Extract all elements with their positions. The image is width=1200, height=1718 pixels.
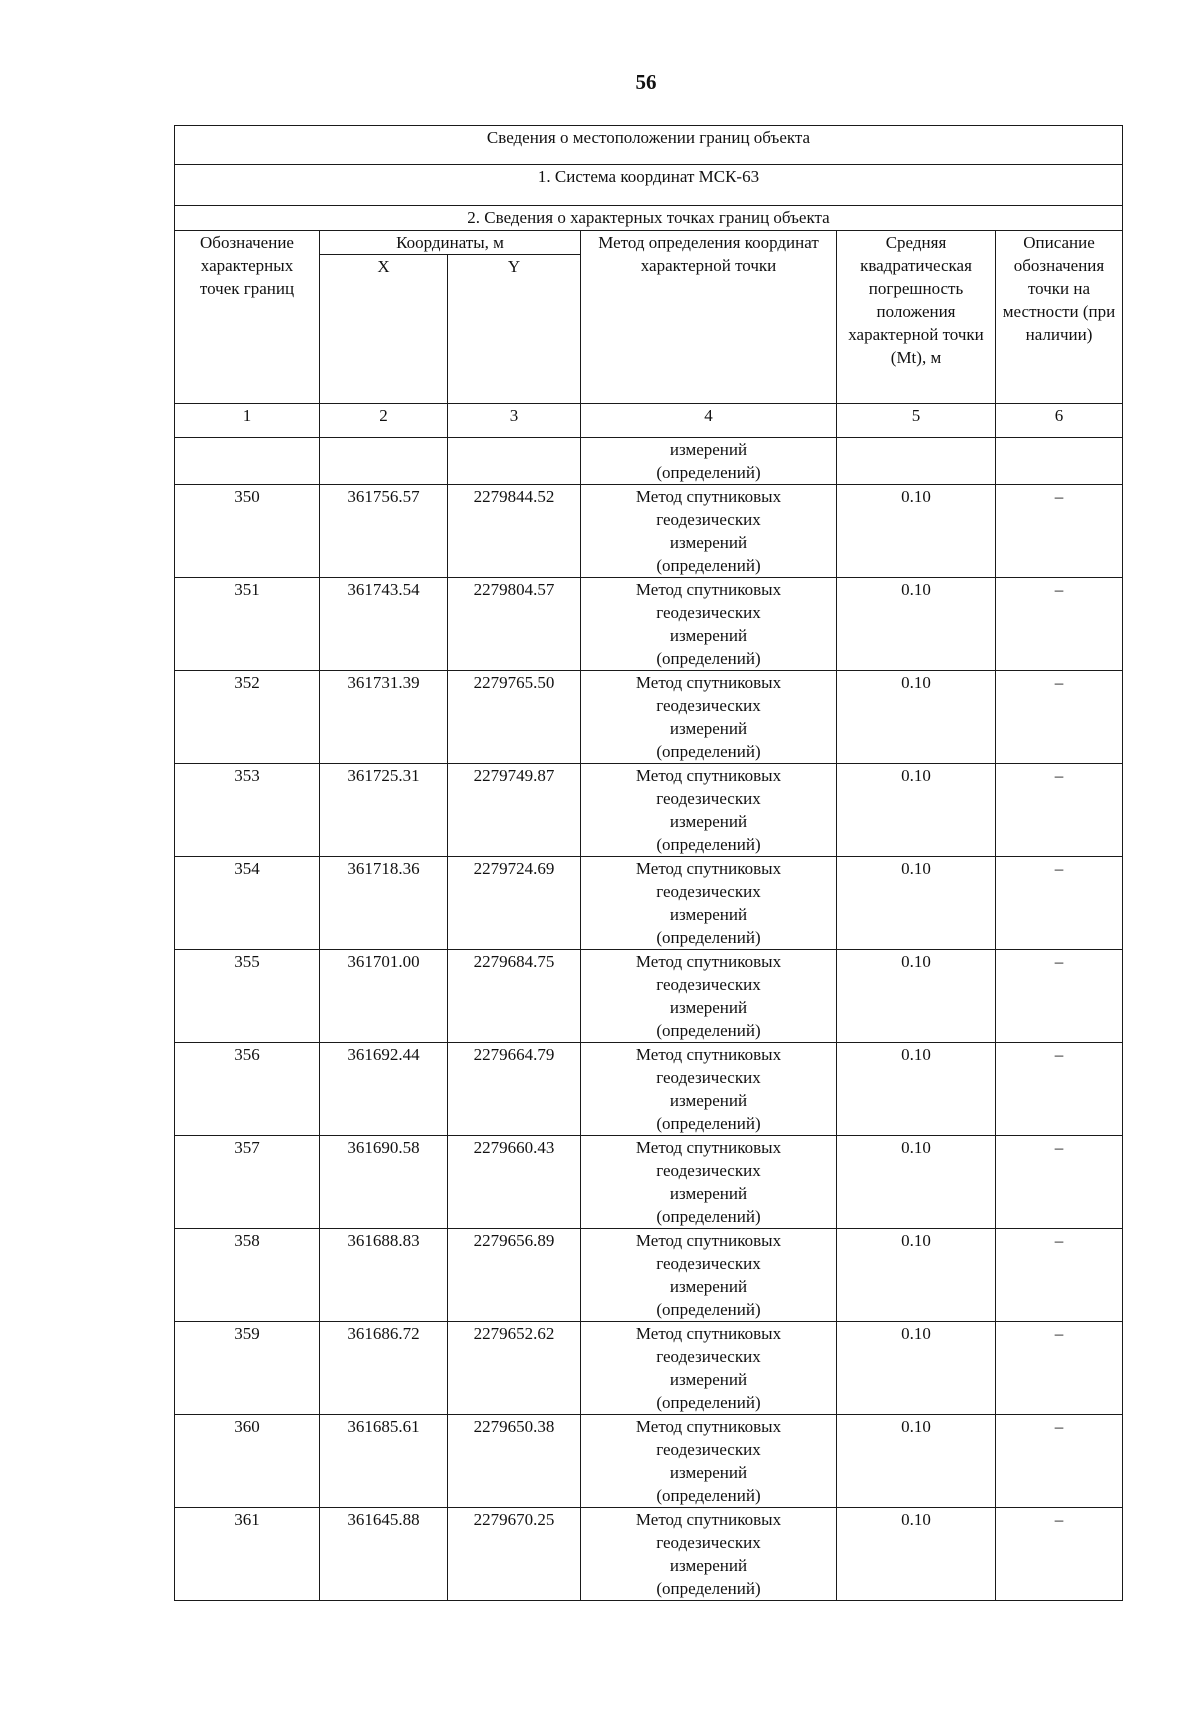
column-numbers-row: [175, 404, 1123, 438]
method-line: геодезических: [656, 510, 761, 529]
column-number: 2: [320, 404, 448, 438]
empty-cell: [837, 438, 996, 485]
method-line: (определений): [656, 1486, 761, 1505]
y-coordinate-cell: 2279749.87: [448, 764, 581, 857]
x-coordinate-cell: 361686.72: [320, 1322, 448, 1415]
method-continuation: [581, 438, 837, 485]
mean-error-cell: 0.10: [837, 1508, 996, 1601]
point-number-cell: 358: [175, 1229, 320, 1322]
table-row: [175, 1508, 1123, 1601]
header-description: Описание обозначения точки на местности (при наличии): [996, 231, 1123, 404]
description-cell: –: [996, 1043, 1123, 1136]
method-line: Метод спутниковых: [635, 1510, 782, 1529]
method-line: Метод спутниковых: [635, 580, 782, 599]
empty-cell: [320, 438, 448, 485]
y-coordinate-cell: 2279724.69: [448, 857, 581, 950]
header-point-designation: Обозначение характерных точек границ: [175, 231, 320, 404]
table-title-row: [175, 126, 1123, 165]
mean-error-cell: 0.10: [837, 1136, 996, 1229]
method-line: геодезических: [656, 1161, 761, 1180]
coordinate-system-row: [175, 165, 1123, 206]
method-cell: [581, 764, 837, 857]
mean-error-cell: 0.10: [837, 764, 996, 857]
point-number-cell: 354: [175, 857, 320, 950]
method-line: измерений: [669, 1556, 748, 1575]
method-line: геодезических: [656, 882, 761, 901]
table-row: [175, 764, 1123, 857]
coordinate-system: 1. Система координат МСК-63: [175, 165, 1123, 206]
description-cell: –: [996, 1136, 1123, 1229]
mean-error-cell: 0.10: [837, 1322, 996, 1415]
method-line: геодезических: [656, 1440, 761, 1459]
method-line: (определений): [656, 742, 761, 761]
table-row: [175, 857, 1123, 950]
method-line: Метод спутниковых: [635, 766, 782, 785]
x-coordinate-cell: 361743.54: [320, 578, 448, 671]
method-line: геодезических: [656, 975, 761, 994]
method-cell: [581, 1136, 837, 1229]
mean-error-cell: 0.10: [837, 578, 996, 671]
mean-error-cell: 0.10: [837, 1415, 996, 1508]
method-line: геодезических: [656, 789, 761, 808]
method-line: (определений): [656, 463, 761, 482]
description-cell: –: [996, 950, 1123, 1043]
table-row: [175, 671, 1123, 764]
point-number-cell: 357: [175, 1136, 320, 1229]
method-line: геодезических: [656, 1347, 761, 1366]
point-number-cell: 351: [175, 578, 320, 671]
section-heading-row: [175, 206, 1123, 231]
method-line: измерений: [669, 719, 748, 738]
x-coordinate-cell: 361731.39: [320, 671, 448, 764]
y-coordinate-cell: 2279656.89: [448, 1229, 581, 1322]
method-line: (определений): [656, 1207, 761, 1226]
x-coordinate-cell: 361718.36: [320, 857, 448, 950]
method-line: Метод спутниковых: [635, 1045, 782, 1064]
mean-error-cell: 0.10: [837, 1043, 996, 1136]
method-cell: [581, 1508, 837, 1601]
description-cell: –: [996, 1415, 1123, 1508]
method-line: измерений: [669, 1370, 748, 1389]
mean-error-cell: 0.10: [837, 1229, 996, 1322]
y-coordinate-cell: 2279664.79: [448, 1043, 581, 1136]
description-cell: –: [996, 1229, 1123, 1322]
header-method: Метод определения координат характерной точки: [581, 231, 837, 404]
header-x: X: [320, 255, 448, 404]
mean-error-cell: 0.10: [837, 671, 996, 764]
description-cell: –: [996, 857, 1123, 950]
method-line: (определений): [656, 1393, 761, 1412]
table-title: Сведения о местоположении границ объекта: [175, 126, 1123, 165]
method-cell: [581, 578, 837, 671]
y-coordinate-cell: 2279660.43: [448, 1136, 581, 1229]
column-number: 1: [175, 404, 320, 438]
table-row: [175, 1229, 1123, 1322]
method-line: измерений: [669, 1091, 748, 1110]
y-coordinate-cell: 2279765.50: [448, 671, 581, 764]
point-number-cell: 360: [175, 1415, 320, 1508]
point-number-cell: 355: [175, 950, 320, 1043]
method-line: измерений: [669, 440, 748, 459]
y-coordinate-cell: 2279670.25: [448, 1508, 581, 1601]
page-number: 56: [635, 70, 657, 94]
method-line: (определений): [656, 1021, 761, 1040]
point-number-cell: 361: [175, 1508, 320, 1601]
method-line: геодезических: [656, 1254, 761, 1273]
column-number: 3: [448, 404, 581, 438]
mean-error-cell: 0.10: [837, 950, 996, 1043]
table-row: [175, 1322, 1123, 1415]
method-line: Метод спутниковых: [635, 1417, 782, 1436]
description-cell: –: [996, 485, 1123, 578]
header-coordinates: Координаты, м: [320, 231, 581, 255]
header-row: [175, 231, 1123, 255]
method-cell: [581, 1043, 837, 1136]
description-cell: –: [996, 671, 1123, 764]
boundary-points-table: [174, 125, 1123, 1601]
continuation-row: [175, 438, 1123, 485]
y-coordinate-cell: 2279844.52: [448, 485, 581, 578]
method-line: Метод спутниковых: [635, 952, 782, 971]
method-line: Метод спутниковых: [635, 1324, 782, 1343]
x-coordinate-cell: 361725.31: [320, 764, 448, 857]
method-line: измерений: [669, 905, 748, 924]
method-line: геодезических: [656, 1533, 761, 1552]
header-mean-error: Средняя квадратическая погрешность положения характерной точки (Mt), м: [837, 231, 996, 404]
method-line: измерений: [669, 1184, 748, 1203]
x-coordinate-cell: 361685.61: [320, 1415, 448, 1508]
point-number-cell: 350: [175, 485, 320, 578]
column-number: 4: [581, 404, 837, 438]
method-line: Метод спутниковых: [635, 487, 782, 506]
method-cell: [581, 1229, 837, 1322]
mean-error-cell: 0.10: [837, 857, 996, 950]
method-cell: [581, 1322, 837, 1415]
method-cell: [581, 671, 837, 764]
y-coordinate-cell: 2279650.38: [448, 1415, 581, 1508]
column-number: 5: [837, 404, 996, 438]
table-row: [175, 578, 1123, 671]
method-cell: [581, 1415, 837, 1508]
empty-cell: [175, 438, 320, 485]
method-cell: [581, 485, 837, 578]
x-coordinate-cell: 361756.57: [320, 485, 448, 578]
method-line: (определений): [656, 556, 761, 575]
table-row: [175, 1415, 1123, 1508]
point-number-cell: 353: [175, 764, 320, 857]
table-row: [175, 1043, 1123, 1136]
column-number: 6: [996, 404, 1123, 438]
y-coordinate-cell: 2279684.75: [448, 950, 581, 1043]
method-line: измерений: [669, 626, 748, 645]
description-cell: –: [996, 1508, 1123, 1601]
empty-cell: [996, 438, 1123, 485]
y-coordinate-cell: 2279652.62: [448, 1322, 581, 1415]
method-line: геодезических: [656, 603, 761, 622]
x-coordinate-cell: 361692.44: [320, 1043, 448, 1136]
table-row: [175, 1136, 1123, 1229]
description-cell: –: [996, 1322, 1123, 1415]
method-line: геодезических: [656, 696, 761, 715]
description-cell: –: [996, 578, 1123, 671]
x-coordinate-cell: 361701.00: [320, 950, 448, 1043]
method-line: измерений: [669, 998, 748, 1017]
method-line: (определений): [656, 928, 761, 947]
x-coordinate-cell: 361688.83: [320, 1229, 448, 1322]
method-line: измерений: [669, 1277, 748, 1296]
method-line: измерений: [669, 533, 748, 552]
method-cell: [581, 950, 837, 1043]
method-line: (определений): [656, 835, 761, 854]
y-coordinate-cell: 2279804.57: [448, 578, 581, 671]
method-line: Метод спутниковых: [635, 673, 782, 692]
mean-error-cell: 0.10: [837, 485, 996, 578]
method-cell: [581, 857, 837, 950]
x-coordinate-cell: 361645.88: [320, 1508, 448, 1601]
method-line: Метод спутниковых: [635, 1231, 782, 1250]
method-line: Метод спутниковых: [635, 1138, 782, 1157]
description-cell: –: [996, 764, 1123, 857]
method-line: измерений: [669, 1463, 748, 1482]
section-heading: 2. Сведения о характерных точках границ объекта: [175, 206, 1123, 231]
header-y: Y: [448, 255, 581, 404]
method-line: (определений): [656, 1579, 761, 1598]
method-line: (определений): [656, 1300, 761, 1319]
point-number-cell: 352: [175, 671, 320, 764]
table-row: [175, 485, 1123, 578]
method-line: (определений): [656, 649, 761, 668]
x-coordinate-cell: 361690.58: [320, 1136, 448, 1229]
empty-cell: [448, 438, 581, 485]
method-line: измерений: [669, 812, 748, 831]
point-number-cell: 359: [175, 1322, 320, 1415]
method-line: (определений): [656, 1114, 761, 1133]
table-row: [175, 950, 1123, 1043]
method-line: геодезических: [656, 1068, 761, 1087]
method-line: Метод спутниковых: [635, 859, 782, 878]
point-number-cell: 356: [175, 1043, 320, 1136]
